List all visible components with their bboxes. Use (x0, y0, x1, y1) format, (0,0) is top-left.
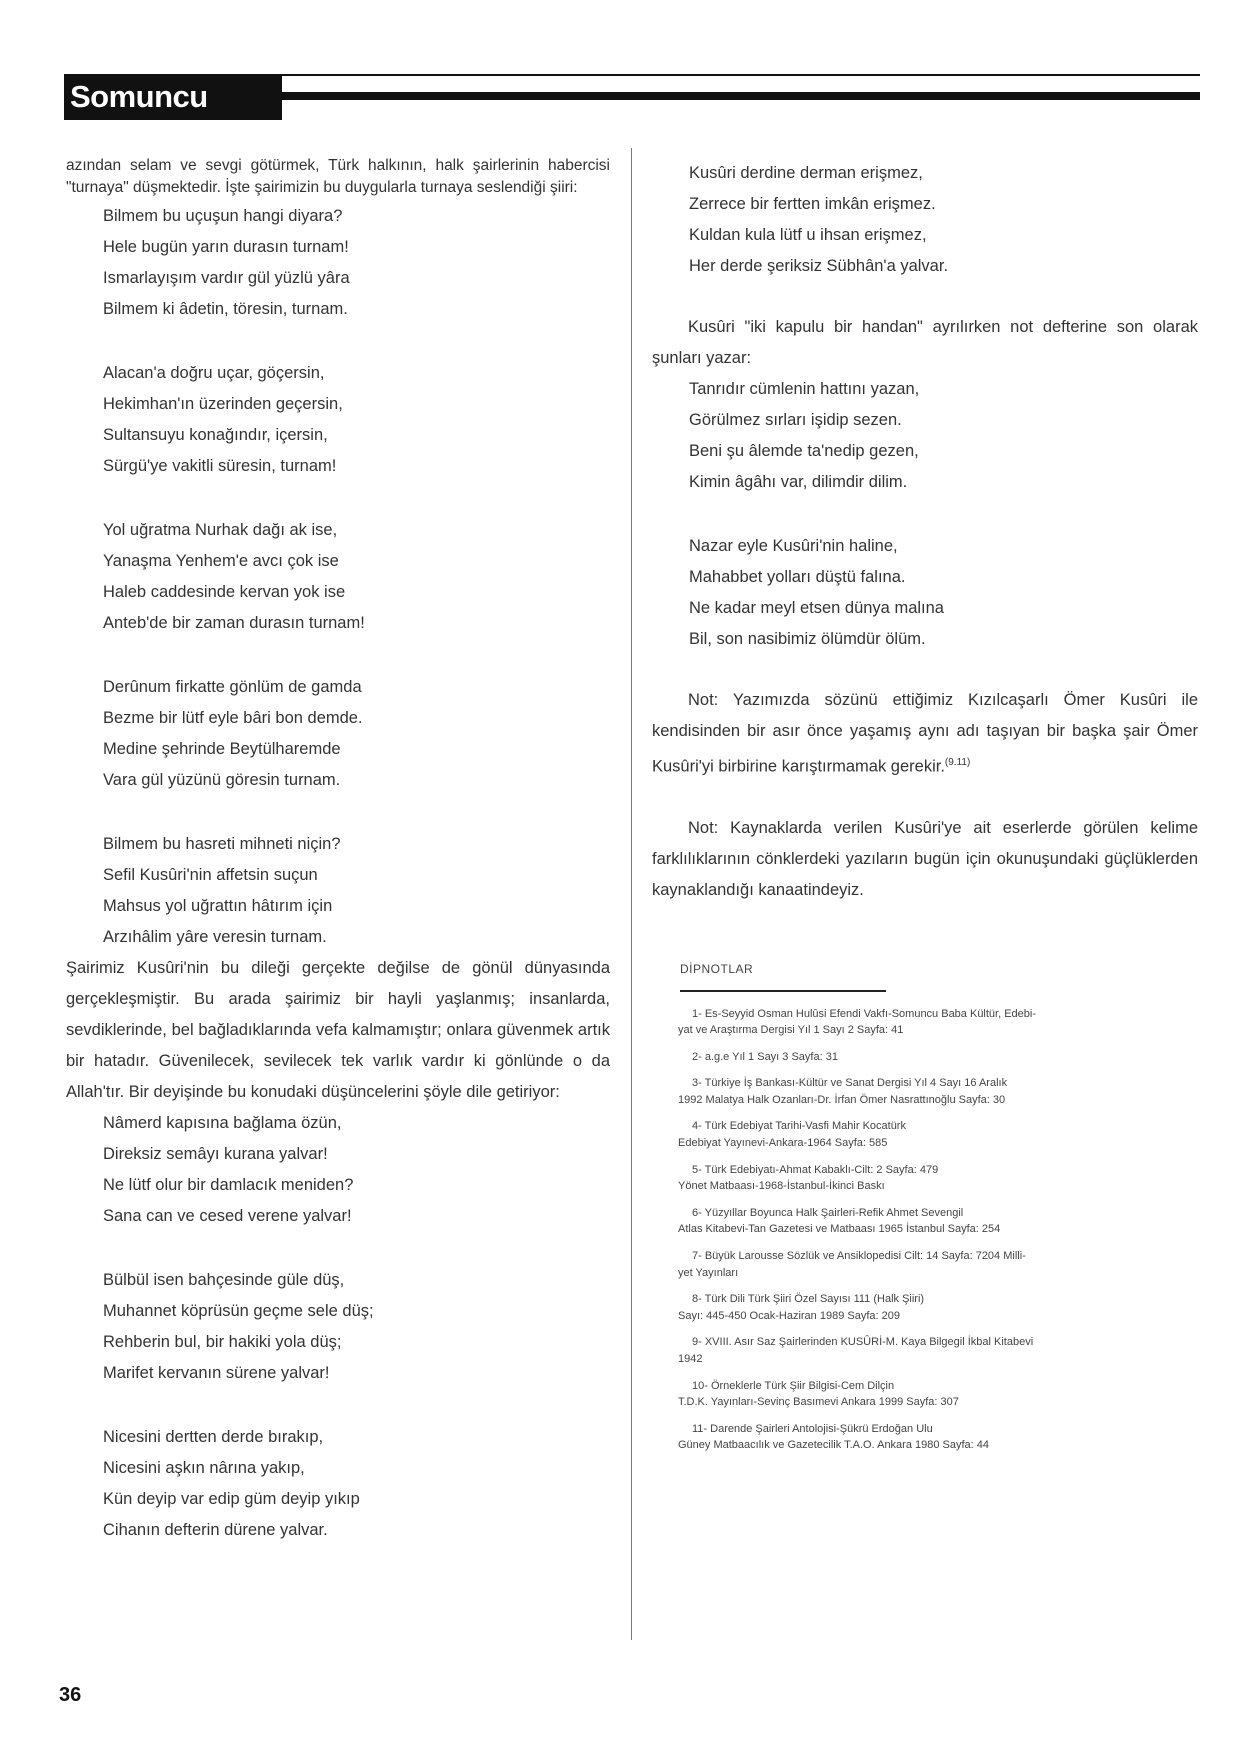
masthead-rule-thin (276, 74, 1200, 76)
note-1-text: Not: Yazımızda sözünü ettiğimiz Kızılcaşarlı Ömer Kusûri ile kendisinden bir asır önce yaşamış aynı adı taşıyan bir başka şair Ömer Kusûri'yi birbirine karıştırmamak gerekir. (652, 691, 1198, 776)
left-column (66, 155, 610, 1546)
poem-line: Bilmem ki âdetin, töresin, turnam. (103, 300, 348, 318)
footnote-line: 1992 Malatya Halk Ozanları-Dr. İrfan Ömer Nasrattınoğlu Sayfa: 30 (678, 1093, 1006, 1106)
footnote-line: 2- a.g.e Yıl 1 Sayı 3 Sayfa: 31 (692, 1050, 838, 1063)
footnote-line: Sayı: 445-450 Ocak-Haziran 1989 Sayfa: 209 (678, 1309, 900, 1322)
poem-line: Ne kadar meyl etsen dünya malına (689, 599, 944, 617)
poem-line: Tanrıdır cümlenin hattını yazan, (689, 380, 920, 398)
poem-line: Ne lütf olur bir damlacık meniden? (103, 1176, 354, 1194)
poem-line: Bilmem bu uçuşun hangi diyara? (103, 207, 343, 225)
footnote-item (652, 1378, 1198, 1411)
note-1 (652, 685, 1198, 783)
poem-line: Hele bugün yarın durasın turnam! (103, 238, 349, 256)
note-2: Not: Kaynaklarda verilen Kusûri'ye ait eserlerde görülen kelime farklılıklarının cönklerdeki yazıların bugün için okunuşundaki güçlüklerden kaynaklandığı kanaatindeyiz. (652, 818, 1198, 899)
poem-line: Arzıhâlim yâre veresin turnam. (103, 928, 327, 946)
poem-line: Alacan'a doğru uçar, göçersin, (103, 364, 325, 382)
footnote-line: T.D.K. Yayınları-Sevinç Basımevi Ankara 1999 Sayfa: 307 (678, 1396, 959, 1409)
footnote-line: 4- Türk Edebiyat Tarihi-Vasfi Mahir Kocatürk (692, 1120, 906, 1133)
poem-line: Sefil Kusûri'nin affetsin suçun (103, 866, 318, 884)
footnote-line: 8- Türk Dili Türk Şiiri Özel Sayısı 111 (Halk Şiiri) (692, 1293, 925, 1306)
footnote-item (652, 1006, 1198, 1039)
poem-line: Ismarlayışım vardır gül yüzlü yâra (103, 269, 350, 287)
poem-line: Her derde şeriksiz Sübhân'a yalvar. (689, 257, 949, 275)
stanza (103, 1422, 610, 1546)
poem-line: Mahsus yol uğrattın hâtırım için (103, 897, 333, 915)
poem-line: Bilmem bu hasreti mihneti niçin? (103, 835, 341, 853)
intro2-paragraph: Kusûri "iki kapulu bir handan" ayrılırken not defterine son olarak şunları yazar: (652, 318, 1198, 367)
right-column (652, 158, 1198, 1464)
footnote-item (652, 1248, 1198, 1281)
footnote-line: 3- Türkiye İş Bankası-Kültür ve Sanat Dergisi Yıl 4 Sayı 16 Aralık (692, 1077, 1008, 1090)
poem-line: Vara gül yüzünü göresin turnam. (103, 771, 341, 789)
poem-line: Derûnum firkatte gönlüm de gamda (103, 678, 362, 696)
poem-line: Zerrece bir fertten imkân erişmez. (689, 195, 936, 213)
poem-line: Kuldan kula lütf u ihsan erişmez, (689, 226, 927, 244)
poem-line: Yanaşma Yenhem'e avcı çok ise (103, 552, 339, 570)
footnote-line: 6- Yüzyıllar Boyunca Halk Şairleri-Refik Ahmet Sevengil (692, 1206, 964, 1219)
note-1-ref: (9.11) (944, 757, 971, 768)
footnote-line: Güney Matbaacılık ve Gazetecilik T.A.O. Ankara 1980 Sayfa: 44 (678, 1439, 990, 1452)
column-divider (631, 148, 632, 1640)
poem-line: Mahabbet yolları düştü falına. (689, 568, 906, 586)
poem-line: Sana can ve cesed verene yalvar! (103, 1207, 352, 1225)
poem-line: Rehberin bul, bir hakiki yola düş; (103, 1333, 342, 1351)
poem-line: Bezme bir lütf eyle bâri bon demde. (103, 709, 363, 727)
footnote-item (652, 1075, 1198, 1108)
footnote-item (652, 1205, 1198, 1238)
poem-line: Nâmerd kapısına bağlama özün, (103, 1114, 342, 1132)
stanza (103, 672, 610, 796)
poem-line: Nicesini aşkın nârına yakıp, (103, 1459, 305, 1477)
poem-line: Nazar eyle Kusûri'nin haline, (689, 537, 898, 555)
middle-paragraph: Şairimiz Kusûri'nin bu dileği gerçekte değilse de gönül dünyasında gerçekleşmiştir. Bu arada şairimiz bir hayli yaşlanmış; insanlarda, sevdiklerinde, bel bağladıklarında vefa kalmamıştır; onlara güvenmek artık bir hatadır. Güvenilecek, sevilecek tek varlık vardır ki gönlünde o da Allah'tır. Bir deyişinde bu konudaki düşüncelerini şöyle dile getiriyor: (66, 959, 610, 1101)
footnote-item (652, 1118, 1198, 1151)
footnote-line: 5- Türk Edebiyatı-Ahmat Kabaklı-Cilt: 2 Sayfa: 479 (692, 1163, 939, 1176)
footnote-line: 11- Darende Şairleri Antolojisi-Şükrü Erdoğan Ulu (692, 1422, 933, 1435)
poem-line: Kusûri derdine derman erişmez, (689, 164, 923, 182)
footnote-line: Yönet Matbaası-1968-İstanbul-İkinci Baskı (678, 1180, 885, 1193)
poem-line: Beni şu âlemde ta'nedip gezen, (689, 442, 919, 460)
poem-line: Medine şehrinde Beytülharemde (103, 740, 341, 758)
intro-paragraph: azından selam ve sevgi götürmek, Türk halkının, halk şairlerinin habercisi "turnaya" düşmektedir. İşte şairimizin bu duygularla turnaya seslendiği şiiri: (66, 157, 610, 196)
poem-line: Anteb'de bir zaman durasın turnam! (103, 614, 365, 632)
footnote-item (652, 1049, 1198, 1066)
poem-line: Muhannet köprüsün geçme sele düş; (103, 1302, 374, 1320)
masthead (64, 74, 1200, 160)
poem-turnam (66, 199, 610, 953)
stanza (103, 1108, 610, 1232)
poem-line: Kimin âgâhı var, dilimdir dilim. (689, 473, 908, 491)
footnote-item (652, 1421, 1198, 1454)
footnote-line: 7- Büyük Larousse Sözlük ve Ansiklopedisi Cilt: 14 Sayfa: 7204 Milli- (692, 1250, 1026, 1263)
poem-line: Sultansuyu konağındır, içersin, (103, 426, 328, 444)
poem-line: Marifet kervanın sürene yalvar! (103, 1364, 330, 1382)
poem-yalvar-end (652, 158, 1198, 282)
poem-line: Nicesini dertten derde bırakıp, (103, 1428, 324, 1446)
footnotes-rule (680, 990, 886, 992)
footnotes-title: DİPNOTLAR (680, 961, 754, 976)
footnotes-list (652, 1006, 1198, 1454)
poem-line: Sürgü'ye vakitli süresin, turnam! (103, 457, 337, 475)
poem-line: Bil, son nasibimiz ölümdür ölüm. (689, 630, 926, 648)
footnote-line: 9- XVIII. Asır Saz Şairlerinden KUSÛRİ-M. Kaya Bilgegil İkbal Kitabevi (692, 1336, 1034, 1349)
footnote-item (652, 1162, 1198, 1195)
footnote-line: yet Yayınları (678, 1266, 739, 1279)
poem-olum (652, 374, 1198, 655)
poem-yalvar (66, 1108, 610, 1546)
poem-line: Yol uğratma Nurhak dağı ak ise, (103, 521, 338, 539)
poem-line: Kün deyip var edip güm deyip yıkıp (103, 1490, 360, 1508)
footnote-line: 1- Es-Seyyid Osman Hulûsi Efendi Vakfı-Somuncu Baba Kültür, Edebi- (692, 1007, 1037, 1020)
poem-line: Görülmez sırları işidip sezen. (689, 411, 902, 429)
footnote-line: 10- Örneklerle Türk Şiir Bilgisi-Cem Dilçin (692, 1379, 895, 1392)
footnote-line: Edebiyat Yayınevi-Ankara-1964 Sayfa: 585 (678, 1137, 888, 1150)
poem-line: Cihanın defterin dürene yalvar. (103, 1521, 328, 1539)
stanza (689, 374, 1198, 498)
stanza (689, 158, 1198, 282)
masthead-rule-thick (276, 92, 1200, 100)
stanza (689, 531, 1198, 655)
stanza (103, 829, 610, 953)
footnote-line: 1942 (678, 1353, 703, 1365)
poem-line: Hekimhan'ın üzerinden geçersin, (103, 395, 343, 413)
footnote-line: yat ve Araştırma Dergisi Yıl 1 Sayı 2 Sayfa: 41 (678, 1024, 904, 1037)
poem-line: Bülbül isen bahçesinde güle düş, (103, 1271, 345, 1289)
stanza (103, 201, 610, 325)
stanza (103, 1265, 610, 1389)
footnote-item (652, 1334, 1198, 1367)
poem-line: Direksiz semâyı kurana yalvar! (103, 1145, 328, 1163)
page-number: 36 (59, 1684, 82, 1706)
stanza (103, 515, 610, 639)
footnote-item (652, 1291, 1198, 1324)
magazine-title: Somuncu Baba (64, 74, 282, 120)
stanza (103, 358, 610, 482)
poem-line: Haleb caddesinde kervan yok ise (103, 583, 346, 601)
footnote-line: Atlas Kitabevi-Tan Gazetesi ve Matbaası 1965 İstanbul Sayfa: 254 (678, 1223, 1001, 1236)
